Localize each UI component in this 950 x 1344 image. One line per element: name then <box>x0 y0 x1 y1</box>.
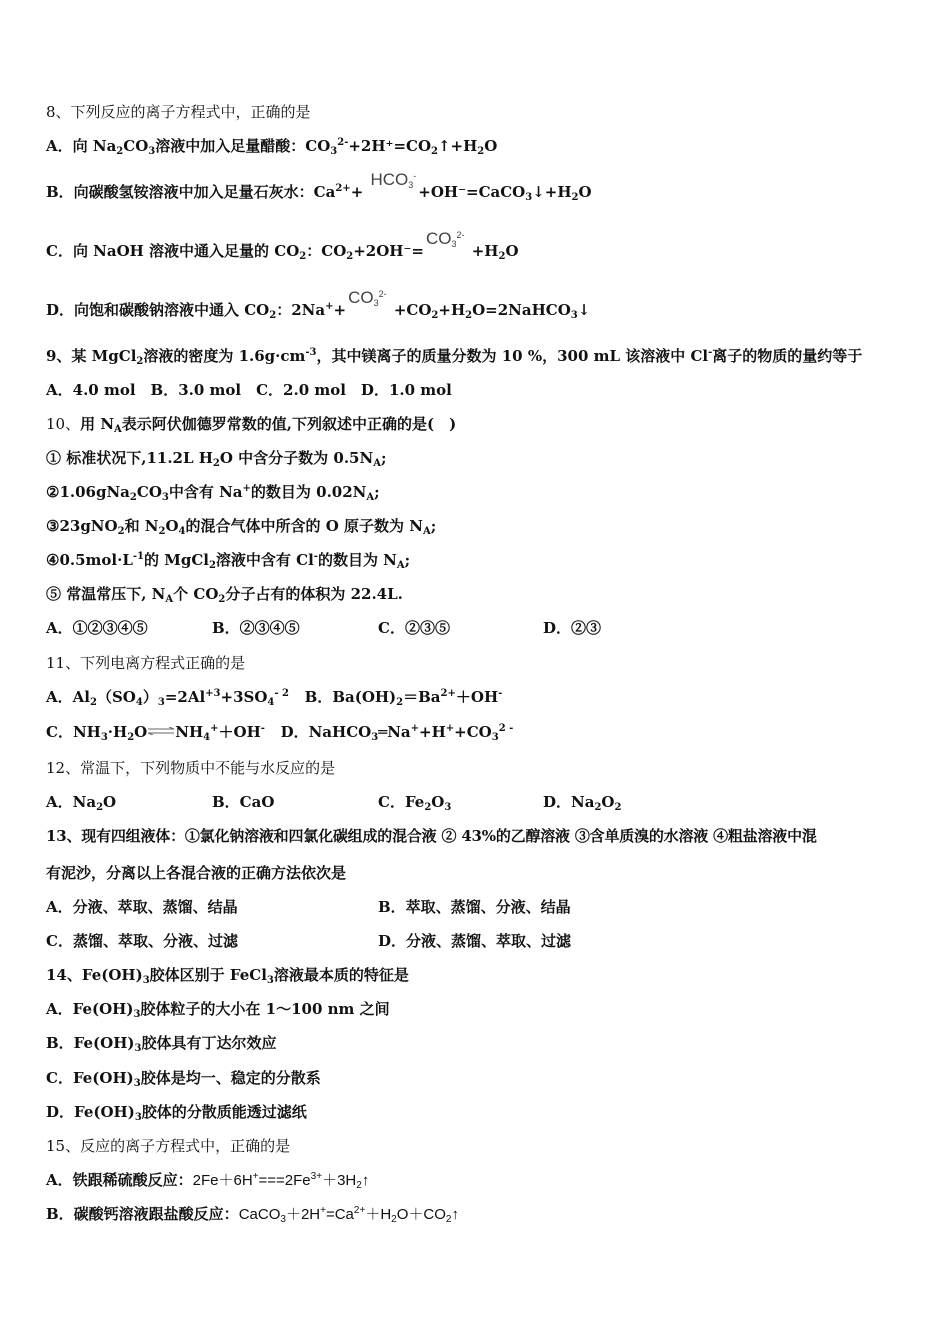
q8-option-a: A．向 $Na_2CO_3$溶液中加入足量醋酸：$CO_3^{2-}+2H^+=CO_2↑+H_2O$ <box>46 137 498 157</box>
q14-option-d: D．$Fe(OH)_3$胶体的分散质能透过滤纸 <box>46 1103 307 1123</box>
q8-option-c: C．向 NaOH 溶液中通入足量的 $CO_2$：$CO_2+2OH^-=CO_3^{2-} +H_2O$ <box>46 229 519 262</box>
q11-stem: 11、下列电离方程式正确的是 <box>46 654 246 672</box>
q15-option-a: A．铁跟稀硫酸反应：$2Fe+6H^+===2Fe^{3+}+3H_2↑$ <box>46 1171 370 1191</box>
q10-option-b: B．②③④⑤ <box>212 619 300 637</box>
q10-stem: 10、用 $N_A$表示阿伏伽德罗常数的值,下列叙述中正确的是( ) <box>46 415 457 435</box>
q14-option-c: C．$Fe(OH)_3$胶体是均一、稳定的分散系 <box>46 1069 321 1089</box>
q10-statement-2: $②1.06gNa_2CO_3$中含有 Na+的数目为 $0.02N_A$; <box>46 483 380 503</box>
q11-options-ab: A．$Al_2(SO_4)_3=2Al^{+3}+3SO_4^{- 2}$ B．$Ba(OH)_2=Ba^{2+}+OH^-$ <box>46 688 503 708</box>
q11-options-cd: C．$NH_3\cdot H_2O$ $NH_4^++OH^-$ D．$NaHCO_3═Na^++H^++CO_3^{2 -}$ <box>46 723 514 743</box>
q14-option-b: B．$Fe(OH)_3$胶体具有丁达尔效应 <box>46 1034 277 1054</box>
q13-option-a: A．分液、萃取、蒸馏、结晶 <box>46 898 238 916</box>
q10-statement-1: ① 标准状况下,11.2L $H_2O$ 中含分子数为 $0.5N_A$; <box>46 449 387 469</box>
q13-option-c: C．蒸馏、萃取、分液、过滤 <box>46 932 238 950</box>
carbonate-ion: $CO_3^{2-}$ <box>348 288 387 308</box>
q8-stem: 8、下列反应的离子方程式中，正确的是 <box>46 103 311 121</box>
q8-option-d: D．向饱和碳酸钠溶液中通入 $CO_2$：$2Na^++CO_3^{2-}$ $+CO_2+H_2O=2NaHCO_3↓$ <box>46 288 591 321</box>
q12-option-c: C．$Fe_2O_3$ <box>378 793 452 813</box>
bicarbonate-ion: $HCO_3^-$ <box>370 170 417 190</box>
q15-option-b: B．碳酸钙溶液跟盐酸反应：$CaCO_3+2H^+=Ca^{2+}+H_2O+CO_2↑$ <box>46 1205 459 1225</box>
carbonate-ion: $CO_3^{2-}$ <box>425 229 465 249</box>
reversible-arrow-icon <box>147 727 175 735</box>
q10-option-d: D．②③ <box>543 619 602 637</box>
q13-option-d: D．分液、蒸馏、萃取、过滤 <box>378 932 572 950</box>
q13-option-b: B．萃取、蒸馏、分液、结晶 <box>378 898 571 916</box>
q12-stem: 12、常温下，下列物质中不能与水反应的是 <box>46 759 336 777</box>
q8-option-b: B．向碳酸氢铵溶液中加入足量石灰水：$Ca^{2+}+$ $HCO_3^-+OH^-=CaCO_3↓+H_2O$ <box>46 170 592 203</box>
q12-option-a: A．$Na_2O$ <box>46 793 117 813</box>
q10-statement-3: ③23gNO$_2$和 $N_2O_4$的混合气体中所含的 O 原子数为 $N_A$; <box>46 517 437 537</box>
q10-option-a: A．①②③④⑤ <box>46 619 148 637</box>
q15-stem: 15、反应的离子方程式中，正确的是 <box>46 1137 291 1155</box>
q10-statement-5: ⑤ 常温常压下, $N_A$个 $CO_2$分子占有的体积为 22.4L. <box>46 585 403 605</box>
q9-options: A．4.0 mol B．3.0 mol C．2.0 mol D．1.0 mol <box>46 381 452 399</box>
q12-option-b: B．CaO <box>212 793 275 811</box>
q10-statement-4: $④0.5mol\cdot L^{-1}$的 MgCl$_2$溶液中含有 Cl-的数目为 $N_A$; <box>46 551 411 571</box>
q14-stem: 14、$Fe(OH)_3$胶体区别于 FeCl$_3$溶液最本质的特征是 <box>46 966 409 986</box>
q13-stem-line1: 13、现有四组液体：①氯化钠溶液和四氯化碳组成的混合液 ② 43%的乙醇溶液 ③含单质溴的水溶液 ④粗盐溶液中混 <box>46 827 817 845</box>
q12-option-d: D．$Na_2O_2$ <box>543 793 622 813</box>
q10-option-c: C．②③⑤ <box>378 619 450 637</box>
q13-stem-line2: 有泥沙，分离以上各混合液的正确方法依次是 <box>46 864 347 882</box>
q14-option-a: A．$Fe(OH)_3$胶体粒子的大小在 1～100 nm 之间 <box>46 1000 390 1020</box>
q9-stem: 9、某 MgCl$_2$溶液的密度为 $1.6g\cdot cm^{-3}$，其中镁离子的质量分数为 10 %，300 mL 该溶液中 Cl-离子的物质的量约等于 <box>46 347 863 367</box>
